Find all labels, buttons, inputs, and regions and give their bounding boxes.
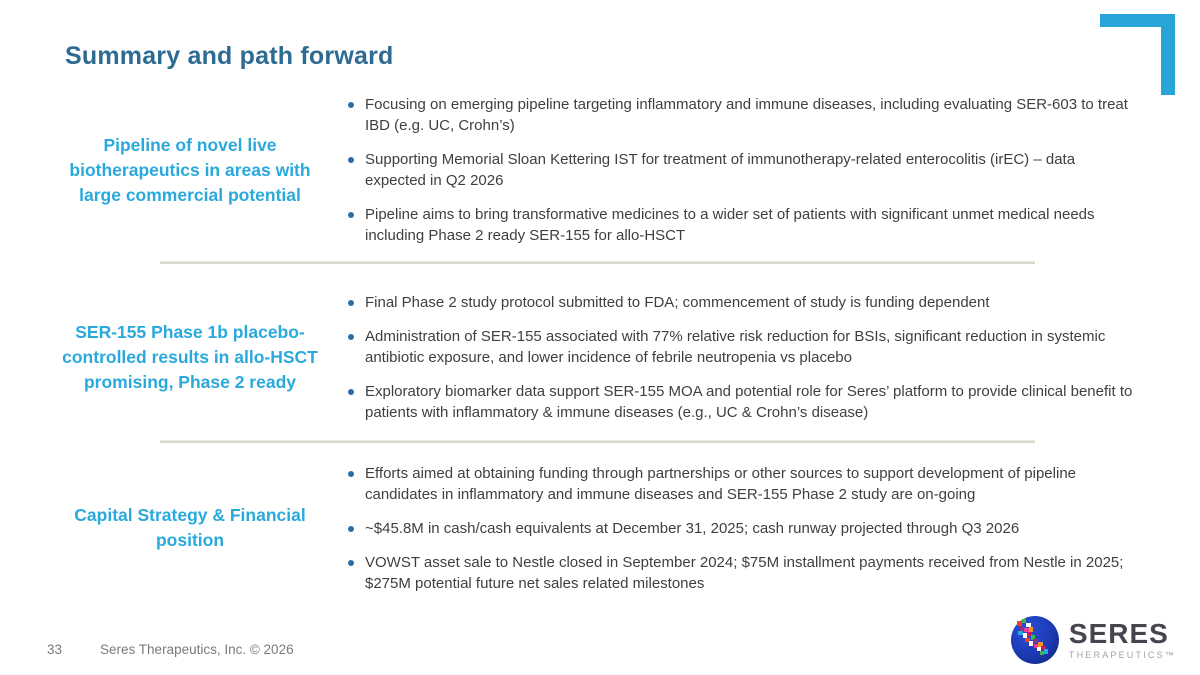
section-heading-capital: Capital Strategy & Financial position [74, 505, 306, 550]
bullet-text: Pipeline aims to bring transformative medicines to a wider set of patients with significant unmet medical needs including Phase 2 ready SER-155 for allo-HSCT [365, 206, 1095, 244]
bullet-item [348, 381, 1140, 423]
bullet-icon [348, 102, 354, 108]
page-title: Summary and path forward [65, 42, 394, 70]
bullet-icon [348, 560, 354, 566]
bullet-text: ~$45.8M in cash/cash equivalents at December 31, 2025; cash runway projected through Q3 2026 [365, 519, 1020, 537]
bullet-icon [348, 526, 354, 532]
section-ser155 [40, 284, 1140, 430]
section-bullets-pipeline [340, 94, 1140, 246]
bullet-icon [348, 300, 354, 306]
bullet-item [348, 552, 1140, 594]
section-divider [160, 440, 1035, 443]
bullet-text: VOWST asset sale to Nestle closed in September 2024; $75M installment payments received from Nestle in 2025; $275M potential future net sales related milestones [365, 553, 1124, 592]
bullet-text: Supporting Memorial Sloan Kettering IST for treatment of immunotherapy-related enterocolitis (irEC) – data expected in Q2 2026 [365, 151, 1076, 189]
bullet-text: Exploratory biomarker data support SER-155 MOA and potential role for Seres’ platform to provide clinical benefit to patients with inflammatory & immune diseases (e.g., UC & Crohn’s disease) [365, 382, 1133, 421]
bullet-icon [348, 212, 354, 218]
bullet-text: Efforts aimed at obtaining funding through partnerships or other sources to support development of pipeline candidates in inflammatory and immune diseases and SER-155 Phase 2 study are on-going [365, 464, 1076, 503]
bullet-text: Final Phase 2 study protocol submitted to FDA; commencement of study is funding dependent [365, 293, 990, 311]
section-bullets-ser155 [340, 292, 1140, 423]
footer [47, 642, 294, 657]
section-bullets-capital [340, 463, 1140, 594]
bullet-item [348, 463, 1140, 505]
bullet-icon [348, 157, 354, 163]
bullet-item [348, 326, 1140, 368]
bullet-icon [348, 334, 354, 340]
bullet-text: Focusing on emerging pipeline targeting inflammatory and immune diseases, including evaluating SER-603 to treat IBD (e.g. UC, Crohn’s) [365, 96, 1128, 134]
bullet-item [348, 94, 1140, 136]
bullet-icon [348, 389, 354, 395]
copyright-text: Seres Therapeutics, Inc. © 2026 [100, 642, 294, 657]
page-number: 33 [47, 642, 63, 657]
section-heading-pipeline: Pipeline of novel live biotherapeutics in areas with large commercial potential [69, 134, 311, 205]
bullet-item [348, 204, 1140, 246]
bullet-item [348, 518, 1140, 539]
seres-logo-text [1069, 620, 1176, 660]
seres-logo [1009, 615, 1176, 665]
logo-subtext: THERAPEUTICS™ [1068, 650, 1176, 660]
bullet-item [348, 149, 1140, 191]
corner-accent-shape [1100, 14, 1175, 95]
bullet-item [348, 292, 1140, 313]
section-divider [160, 261, 1035, 264]
section-capital [40, 450, 1140, 606]
bullet-text: Administration of SER-155 associated with 77% relative risk reduction for BSIs, significant reduction in systemic antibiotic exposure, and lower incidence of febrile neutropenia vs placebo [365, 327, 1106, 366]
section-pipeline [40, 88, 1140, 252]
section-heading-ser155: SER-155 Phase 1b placebo-controlled results in allo-HSCT promising, Phase 2 ready [62, 321, 318, 392]
bullet-icon [348, 471, 354, 477]
seres-logo-sphere-icon [1009, 615, 1061, 665]
logo-name: SERES [1068, 618, 1169, 649]
